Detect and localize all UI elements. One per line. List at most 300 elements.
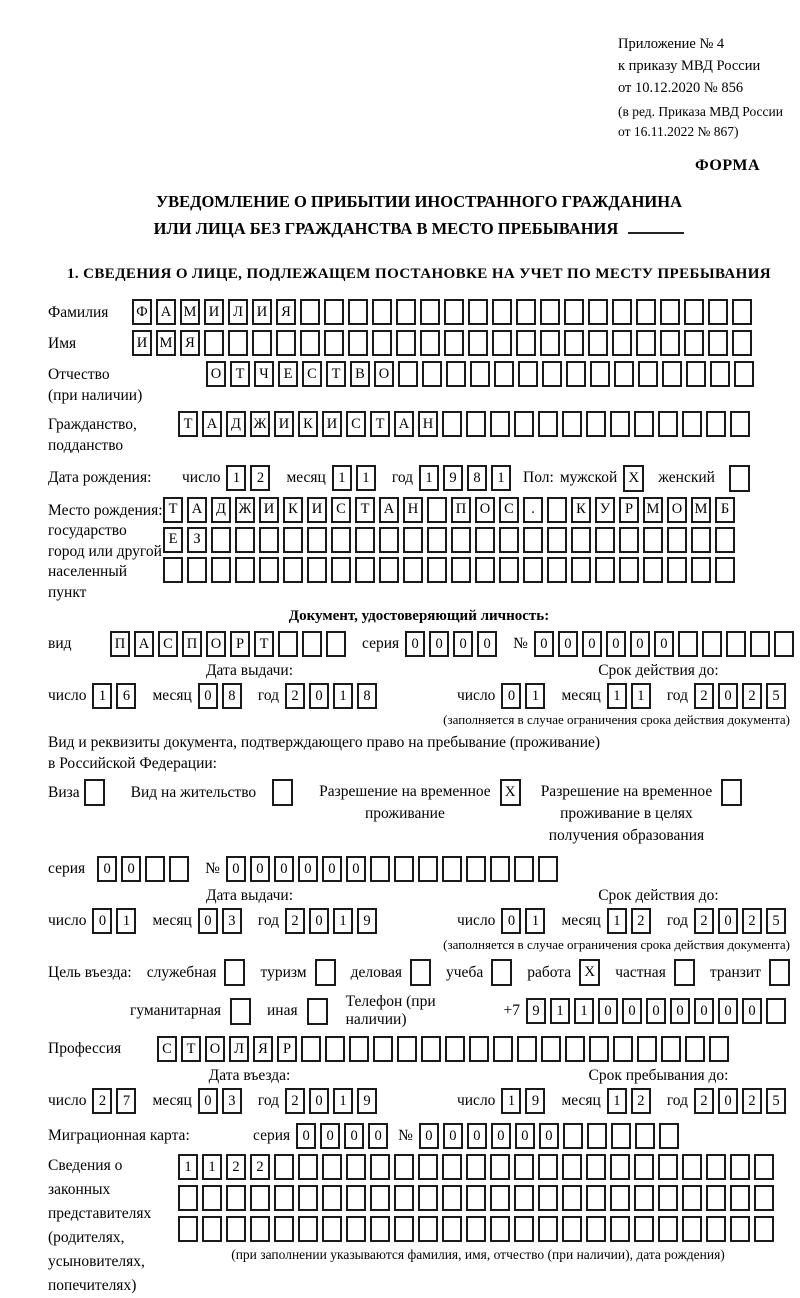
char-cell[interactable]: Т [254, 631, 274, 657]
char-cell[interactable] [562, 1185, 582, 1211]
char-cell[interactable] [466, 856, 486, 882]
char-cell[interactable]: Ж [235, 497, 255, 523]
char-cell[interactable]: Т [326, 361, 346, 387]
char-cell[interactable] [540, 330, 560, 356]
char-cell[interactable] [684, 299, 704, 325]
char-cell[interactable]: 0 [598, 998, 618, 1024]
char-cell[interactable]: А [379, 497, 399, 523]
char-cell[interactable] [610, 1185, 630, 1211]
char-cell[interactable] [682, 1185, 702, 1211]
char-cell[interactable] [542, 361, 562, 387]
char-cell[interactable] [518, 361, 538, 387]
char-cell[interactable]: И [204, 299, 224, 325]
char-cell[interactable] [660, 330, 680, 356]
char-cell[interactable] [418, 1216, 438, 1242]
char-cell[interactable] [274, 1216, 294, 1242]
temp-residence-checkbox[interactable]: X [500, 779, 521, 806]
char-cell[interactable] [403, 527, 423, 553]
char-cell[interactable] [730, 1154, 750, 1180]
char-cell[interactable] [466, 1216, 486, 1242]
char-cell[interactable] [490, 1185, 510, 1211]
char-cell[interactable] [514, 1185, 534, 1211]
char-cell[interactable]: Т [181, 1036, 201, 1062]
char-cell[interactable]: Д [226, 411, 246, 437]
char-cell[interactable] [373, 1036, 393, 1062]
char-cell[interactable] [610, 1154, 630, 1180]
char-cell[interactable] [708, 299, 728, 325]
char-cell[interactable] [427, 557, 447, 583]
char-cell[interactable] [259, 557, 279, 583]
char-cell[interactable]: У [595, 497, 615, 523]
char-cell[interactable]: Р [230, 631, 250, 657]
char-cell[interactable] [658, 1216, 678, 1242]
char-cell[interactable] [420, 330, 440, 356]
char-cell[interactable] [691, 527, 711, 553]
char-cell[interactable] [278, 631, 298, 657]
char-cell[interactable] [754, 1154, 774, 1180]
char-cell[interactable] [564, 299, 584, 325]
char-cell[interactable]: 0 [322, 856, 342, 882]
char-cell[interactable] [163, 557, 183, 583]
char-cell[interactable] [637, 1036, 657, 1062]
char-cell[interactable]: 0 [501, 908, 521, 934]
char-cell[interactable] [427, 497, 447, 523]
char-cell[interactable] [451, 527, 471, 553]
char-cell[interactable] [547, 497, 567, 523]
char-cell[interactable] [442, 856, 462, 882]
char-cell[interactable] [169, 856, 189, 882]
char-cell[interactable] [571, 557, 591, 583]
char-cell[interactable]: 2 [226, 1154, 246, 1180]
char-cell[interactable]: 0 [368, 1123, 388, 1149]
char-cell[interactable]: Р [619, 497, 639, 523]
char-cell[interactable] [444, 299, 464, 325]
char-cell[interactable]: 8 [222, 683, 242, 709]
char-cell[interactable]: 0 [405, 631, 425, 657]
char-cell[interactable]: 0 [534, 631, 554, 657]
char-cell[interactable] [442, 1185, 462, 1211]
char-cell[interactable]: 2 [285, 683, 305, 709]
char-cell[interactable] [547, 527, 567, 553]
char-cell[interactable] [662, 361, 682, 387]
char-cell[interactable]: 1 [332, 465, 352, 491]
sex-male-checkbox[interactable]: X [623, 465, 644, 492]
char-cell[interactable] [586, 411, 606, 437]
char-cell[interactable] [619, 557, 639, 583]
char-cell[interactable]: 6 [116, 683, 136, 709]
char-cell[interactable] [469, 1036, 489, 1062]
char-cell[interactable]: 2 [694, 908, 714, 934]
char-cell[interactable]: 9 [526, 998, 546, 1024]
char-cell[interactable]: 1 [333, 908, 353, 934]
char-cell[interactable] [726, 631, 746, 657]
char-cell[interactable] [514, 856, 534, 882]
char-cell[interactable]: 0 [742, 998, 762, 1024]
char-cell[interactable]: 5 [766, 1088, 786, 1114]
char-cell[interactable] [538, 1154, 558, 1180]
char-cell[interactable]: 1 [607, 683, 627, 709]
char-cell[interactable]: 2 [694, 683, 714, 709]
char-cell[interactable] [346, 1154, 366, 1180]
char-cell[interactable]: 0 [198, 908, 218, 934]
char-cell[interactable]: 0 [515, 1123, 535, 1149]
char-cell[interactable]: 1 [226, 465, 246, 491]
char-cell[interactable]: О [206, 631, 226, 657]
char-cell[interactable]: С [302, 361, 322, 387]
char-cell[interactable] [514, 411, 534, 437]
char-cell[interactable] [372, 330, 392, 356]
char-cell[interactable] [706, 1185, 726, 1211]
char-cell[interactable]: 9 [443, 465, 463, 491]
char-cell[interactable] [586, 1185, 606, 1211]
char-cell[interactable] [493, 1036, 513, 1062]
purpose-business-checkbox[interactable] [410, 959, 431, 986]
char-cell[interactable] [730, 1185, 750, 1211]
char-cell[interactable] [348, 299, 368, 325]
char-cell[interactable] [659, 1123, 679, 1149]
char-cell[interactable]: И [274, 411, 294, 437]
char-cell[interactable] [643, 527, 663, 553]
char-cell[interactable] [302, 631, 322, 657]
char-cell[interactable] [379, 527, 399, 553]
char-cell[interactable] [540, 299, 560, 325]
char-cell[interactable] [468, 330, 488, 356]
char-cell[interactable] [566, 361, 586, 387]
char-cell[interactable] [499, 557, 519, 583]
char-cell[interactable]: 0 [606, 631, 626, 657]
char-cell[interactable] [444, 330, 464, 356]
char-cell[interactable]: 9 [525, 1088, 545, 1114]
char-cell[interactable] [754, 1185, 774, 1211]
char-cell[interactable] [564, 330, 584, 356]
purpose-humanitarian-checkbox[interactable] [230, 998, 251, 1025]
char-cell[interactable]: 0 [718, 998, 738, 1024]
char-cell[interactable]: 2 [742, 908, 762, 934]
char-cell[interactable]: 0 [491, 1123, 511, 1149]
char-cell[interactable] [324, 330, 344, 356]
char-cell[interactable] [730, 411, 750, 437]
char-cell[interactable] [730, 1216, 750, 1242]
char-cell[interactable] [732, 299, 752, 325]
char-cell[interactable] [370, 1154, 390, 1180]
char-cell[interactable] [638, 361, 658, 387]
char-cell[interactable]: Т [230, 361, 250, 387]
char-cell[interactable]: 0 [121, 856, 141, 882]
char-cell[interactable] [301, 1036, 321, 1062]
char-cell[interactable]: 2 [285, 908, 305, 934]
char-cell[interactable] [514, 1216, 534, 1242]
char-cell[interactable]: И [322, 411, 342, 437]
char-cell[interactable] [372, 299, 392, 325]
char-cell[interactable]: 1 [525, 908, 545, 934]
char-cell[interactable]: П [451, 497, 471, 523]
char-cell[interactable]: Я [253, 1036, 273, 1062]
char-cell[interactable] [331, 527, 351, 553]
char-cell[interactable]: Н [418, 411, 438, 437]
char-cell[interactable]: Е [278, 361, 298, 387]
char-cell[interactable] [394, 1185, 414, 1211]
char-cell[interactable] [715, 527, 735, 553]
char-cell[interactable] [595, 557, 615, 583]
char-cell[interactable] [442, 411, 462, 437]
char-cell[interactable] [612, 299, 632, 325]
char-cell[interactable] [643, 557, 663, 583]
char-cell[interactable]: С [158, 631, 178, 657]
char-cell[interactable] [706, 1154, 726, 1180]
char-cell[interactable]: 0 [198, 683, 218, 709]
char-cell[interactable]: Л [228, 299, 248, 325]
char-cell[interactable] [226, 1185, 246, 1211]
char-cell[interactable] [612, 330, 632, 356]
char-cell[interactable] [492, 330, 512, 356]
char-cell[interactable] [563, 1123, 583, 1149]
char-cell[interactable]: 1 [607, 1088, 627, 1114]
char-cell[interactable] [562, 1154, 582, 1180]
residence-permit-checkbox[interactable] [272, 779, 293, 806]
char-cell[interactable]: М [180, 299, 200, 325]
char-cell[interactable]: 2 [631, 1088, 651, 1114]
char-cell[interactable] [686, 361, 706, 387]
char-cell[interactable] [442, 1154, 462, 1180]
char-cell[interactable] [734, 361, 754, 387]
char-cell[interactable]: 0 [654, 631, 674, 657]
char-cell[interactable]: 1 [356, 465, 376, 491]
char-cell[interactable] [211, 527, 231, 553]
char-cell[interactable]: 0 [582, 631, 602, 657]
char-cell[interactable]: М [643, 497, 663, 523]
char-cell[interactable] [588, 299, 608, 325]
char-cell[interactable] [250, 1185, 270, 1211]
char-cell[interactable] [754, 1216, 774, 1242]
char-cell[interactable] [394, 1216, 414, 1242]
char-cell[interactable] [276, 330, 296, 356]
char-cell[interactable]: 2 [92, 1088, 112, 1114]
char-cell[interactable] [706, 1216, 726, 1242]
char-cell[interactable] [490, 1216, 510, 1242]
char-cell[interactable] [682, 411, 702, 437]
char-cell[interactable] [370, 856, 390, 882]
char-cell[interactable] [710, 361, 730, 387]
purpose-transit-checkbox[interactable] [769, 959, 790, 986]
char-cell[interactable] [571, 527, 591, 553]
char-cell[interactable] [298, 1154, 318, 1180]
char-cell[interactable]: 0 [443, 1123, 463, 1149]
char-cell[interactable]: К [298, 411, 318, 437]
char-cell[interactable]: 1 [116, 908, 136, 934]
char-cell[interactable]: А [156, 299, 176, 325]
char-cell[interactable] [635, 1123, 655, 1149]
purpose-tourism-checkbox[interactable] [315, 959, 336, 986]
char-cell[interactable] [589, 1036, 609, 1062]
char-cell[interactable]: 0 [198, 1088, 218, 1114]
char-cell[interactable] [446, 361, 466, 387]
char-cell[interactable]: О [475, 497, 495, 523]
char-cell[interactable]: 9 [357, 908, 377, 934]
char-cell[interactable] [470, 361, 490, 387]
char-cell[interactable]: 5 [766, 683, 786, 709]
char-cell[interactable]: Т [355, 497, 375, 523]
char-cell[interactable]: 1 [333, 1088, 353, 1114]
char-cell[interactable] [442, 1216, 462, 1242]
char-cell[interactable] [394, 1154, 414, 1180]
char-cell[interactable]: 1 [491, 465, 511, 491]
char-cell[interactable]: Д [211, 497, 231, 523]
char-cell[interactable] [691, 557, 711, 583]
char-cell[interactable] [403, 557, 423, 583]
char-cell[interactable]: Я [276, 299, 296, 325]
char-cell[interactable]: 2 [742, 1088, 762, 1114]
char-cell[interactable]: 1 [607, 908, 627, 934]
char-cell[interactable] [682, 1154, 702, 1180]
char-cell[interactable] [490, 1154, 510, 1180]
char-cell[interactable]: С [331, 497, 351, 523]
char-cell[interactable]: А [187, 497, 207, 523]
char-cell[interactable] [499, 527, 519, 553]
char-cell[interactable] [307, 527, 327, 553]
char-cell[interactable]: 7 [116, 1088, 136, 1114]
char-cell[interactable]: Е [163, 527, 183, 553]
char-cell[interactable]: И [252, 299, 272, 325]
char-cell[interactable]: 2 [631, 908, 651, 934]
char-cell[interactable] [667, 527, 687, 553]
char-cell[interactable]: 0 [250, 856, 270, 882]
char-cell[interactable] [322, 1216, 342, 1242]
char-cell[interactable] [259, 527, 279, 553]
char-cell[interactable]: 2 [742, 683, 762, 709]
char-cell[interactable] [322, 1185, 342, 1211]
char-cell[interactable] [422, 361, 442, 387]
char-cell[interactable] [586, 1154, 606, 1180]
purpose-study-checkbox[interactable] [491, 959, 512, 986]
char-cell[interactable] [418, 1154, 438, 1180]
char-cell[interactable]: 5 [766, 908, 786, 934]
temp-residence-education-checkbox[interactable] [721, 779, 742, 806]
char-cell[interactable] [466, 1185, 486, 1211]
char-cell[interactable]: Т [370, 411, 390, 437]
char-cell[interactable]: О [206, 361, 226, 387]
char-cell[interactable]: 0 [539, 1123, 559, 1149]
purpose-other-checkbox[interactable] [307, 998, 328, 1025]
char-cell[interactable] [587, 1123, 607, 1149]
char-cell[interactable] [394, 856, 414, 882]
char-cell[interactable] [274, 1154, 294, 1180]
char-cell[interactable]: А [134, 631, 154, 657]
char-cell[interactable] [178, 1216, 198, 1242]
char-cell[interactable] [667, 557, 687, 583]
char-cell[interactable] [610, 411, 630, 437]
char-cell[interactable]: 8 [357, 683, 377, 709]
char-cell[interactable] [610, 1216, 630, 1242]
sex-female-checkbox[interactable] [729, 465, 750, 492]
char-cell[interactable] [514, 1154, 534, 1180]
char-cell[interactable]: О [667, 497, 687, 523]
char-cell[interactable] [322, 1154, 342, 1180]
char-cell[interactable] [538, 1216, 558, 1242]
char-cell[interactable] [774, 631, 794, 657]
char-cell[interactable] [538, 1185, 558, 1211]
char-cell[interactable] [702, 631, 722, 657]
char-cell[interactable]: 1 [550, 998, 570, 1024]
char-cell[interactable] [468, 299, 488, 325]
char-cell[interactable] [475, 527, 495, 553]
char-cell[interactable] [634, 1185, 654, 1211]
char-cell[interactable] [466, 1154, 486, 1180]
char-cell[interactable] [379, 557, 399, 583]
char-cell[interactable] [490, 856, 510, 882]
char-cell[interactable] [370, 1185, 390, 1211]
char-cell[interactable] [619, 527, 639, 553]
char-cell[interactable]: 0 [309, 1088, 329, 1114]
char-cell[interactable] [445, 1036, 465, 1062]
char-cell[interactable]: Б [715, 497, 735, 523]
char-cell[interactable]: 0 [346, 856, 366, 882]
char-cell[interactable] [346, 1216, 366, 1242]
char-cell[interactable] [235, 557, 255, 583]
char-cell[interactable] [658, 1185, 678, 1211]
char-cell[interactable]: 2 [285, 1088, 305, 1114]
char-cell[interactable] [660, 299, 680, 325]
char-cell[interactable] [370, 1216, 390, 1242]
char-cell[interactable] [547, 557, 567, 583]
char-cell[interactable]: М [156, 330, 176, 356]
char-cell[interactable]: В [350, 361, 370, 387]
char-cell[interactable] [325, 1036, 345, 1062]
char-cell[interactable] [706, 411, 726, 437]
char-cell[interactable]: Н [403, 497, 423, 523]
purpose-work-checkbox[interactable]: X [579, 959, 600, 986]
char-cell[interactable]: Ж [250, 411, 270, 437]
char-cell[interactable]: . [523, 497, 543, 523]
char-cell[interactable] [396, 299, 416, 325]
char-cell[interactable]: Ч [254, 361, 274, 387]
purpose-official-checkbox[interactable] [224, 959, 245, 986]
char-cell[interactable]: 0 [97, 856, 117, 882]
char-cell[interactable] [398, 361, 418, 387]
char-cell[interactable]: 3 [222, 908, 242, 934]
char-cell[interactable] [523, 527, 543, 553]
char-cell[interactable]: 0 [630, 631, 650, 657]
char-cell[interactable]: А [202, 411, 222, 437]
char-cell[interactable] [634, 411, 654, 437]
char-cell[interactable]: 0 [622, 998, 642, 1024]
char-cell[interactable] [538, 411, 558, 437]
char-cell[interactable]: О [374, 361, 394, 387]
char-cell[interactable] [252, 330, 272, 356]
char-cell[interactable] [590, 361, 610, 387]
char-cell[interactable]: 1 [333, 683, 353, 709]
char-cell[interactable] [298, 1185, 318, 1211]
char-cell[interactable]: К [571, 497, 591, 523]
char-cell[interactable]: Л [229, 1036, 249, 1062]
char-cell[interactable] [516, 299, 536, 325]
char-cell[interactable] [562, 411, 582, 437]
char-cell[interactable] [708, 330, 728, 356]
char-cell[interactable]: 0 [296, 1123, 316, 1149]
char-cell[interactable] [490, 411, 510, 437]
char-cell[interactable] [420, 299, 440, 325]
char-cell[interactable]: 0 [694, 998, 714, 1024]
char-cell[interactable]: 1 [631, 683, 651, 709]
char-cell[interactable] [732, 330, 752, 356]
char-cell[interactable]: С [499, 497, 519, 523]
char-cell[interactable]: 0 [670, 998, 690, 1024]
char-cell[interactable] [396, 330, 416, 356]
char-cell[interactable]: 0 [501, 683, 521, 709]
char-cell[interactable]: 0 [429, 631, 449, 657]
char-cell[interactable] [226, 1216, 246, 1242]
char-cell[interactable] [228, 330, 248, 356]
char-cell[interactable]: 1 [525, 683, 545, 709]
